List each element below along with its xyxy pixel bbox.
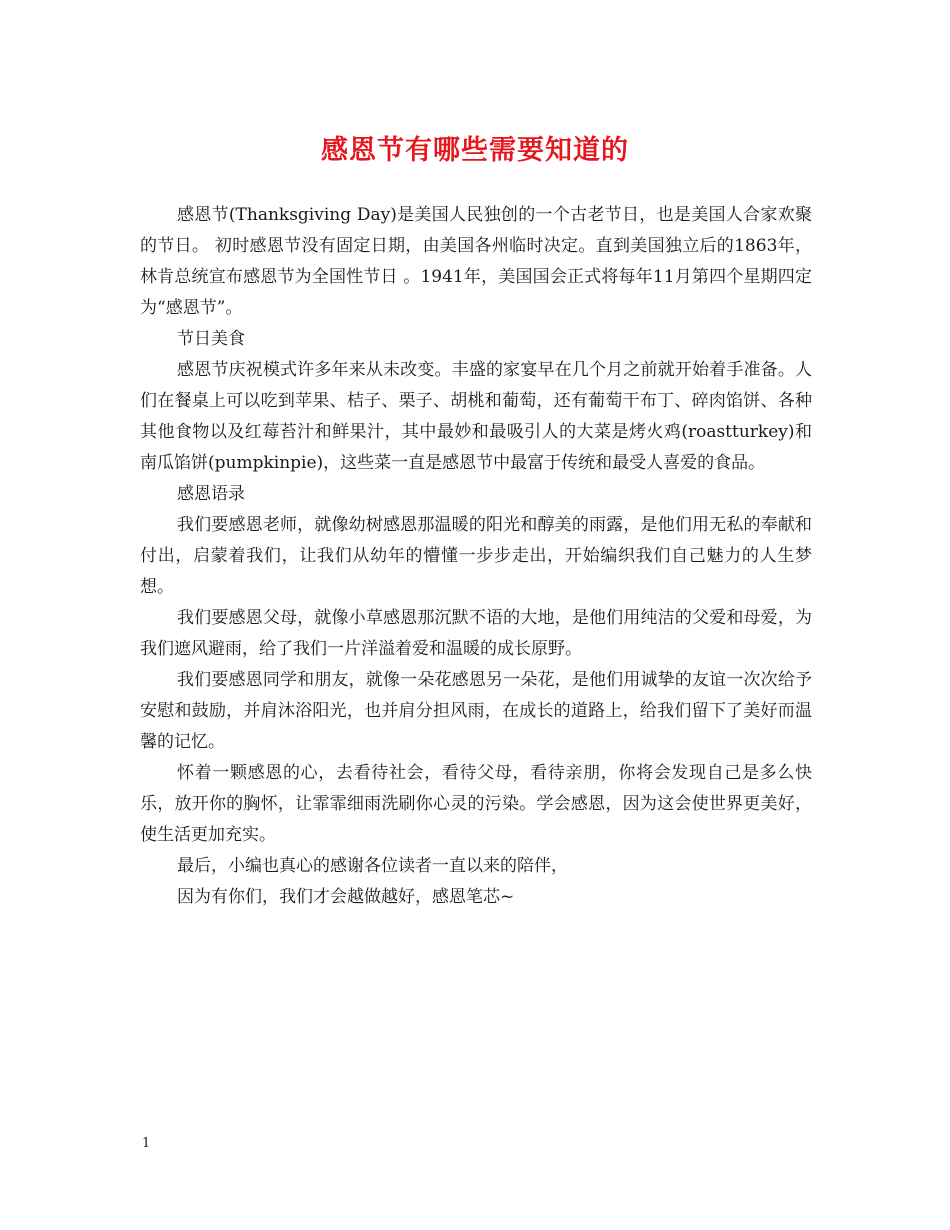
paragraph-friends: 我们要感恩同学和朋友，就像一朵花感恩另一朵花，是他们用诚挚的友谊一次次给予安慰和鼓励，并肩沐浴阳光，也并肩分担风雨，在成长的道路上，给我们留下了美好而温馨的记忆。 bbox=[140, 670, 812, 752]
paragraph-teachers: 我们要感恩老师，就像幼树感恩那温暖的阳光和醇美的雨露，是他们用无私的奉献和付出，启蒙着我们，让我们从幼年的懵懂一步步走出，开始编织我们自己魅力的人生梦想。 bbox=[140, 515, 812, 597]
page-number: 1 bbox=[142, 1136, 151, 1151]
paragraph-closing-final: 因为有你们，我们才会越做越好，感恩笔芯~ bbox=[177, 887, 515, 907]
paragraph-closing-thanks: 最后，小编也真心的感谢各位读者一直以来的陪伴， bbox=[177, 856, 568, 876]
paragraph-grateful-heart: 怀着一颗感恩的心，去看待社会，看待父母，看待亲朋，你将会发现自己是多么快乐，放开你的胸怀，让霏霏细雨洗刷你心灵的污染。学会感恩，因为这会使世界更美好，使生活更加充实。 bbox=[140, 763, 812, 845]
paragraph-intro: 感恩节(Thanksgiving Day)是美国人民独创的一个古老节日，也是美国人合家欢聚的节日。 初时感恩节没有固定日期，由美国各州临时决定。直到美国独立后的1863年，林肯总统宣布感恩节为全国性节日 。1941年，美国国会正式将每年11月第四个星期四定为“感恩节”。 bbox=[140, 205, 812, 318]
section-heading-quotes: 感恩语录 bbox=[177, 484, 245, 504]
document-body bbox=[140, 200, 812, 913]
paragraph-parents: 我们要感恩父母，就像小草感恩那沉默不语的大地，是他们用纯洁的父爱和母爱，为我们遮风避雨，给了我们一片洋溢着爱和温暖的成长原野。 bbox=[140, 608, 812, 659]
document-title: 感恩节有哪些需要知道的 bbox=[321, 135, 629, 166]
paragraph-food: 感恩节庆祝模式许多年来从未改变。丰盛的家宴早在几个月之前就开始着手准备。人们在餐桌上可以吃到苹果、桔子、栗子、胡桃和葡萄，还有葡萄干布丁、碎肉馅饼、各种其他食物以及红莓苔汁和鲜果汁，其中最妙和最吸引人的大菜是烤火鸡(roastturkey)和南瓜馅饼(pumpkinpie)，这些菜一直是感恩节中最富于传统和最受人喜爱的食品。 bbox=[140, 360, 812, 473]
section-heading-food: 节日美食 bbox=[177, 329, 245, 349]
